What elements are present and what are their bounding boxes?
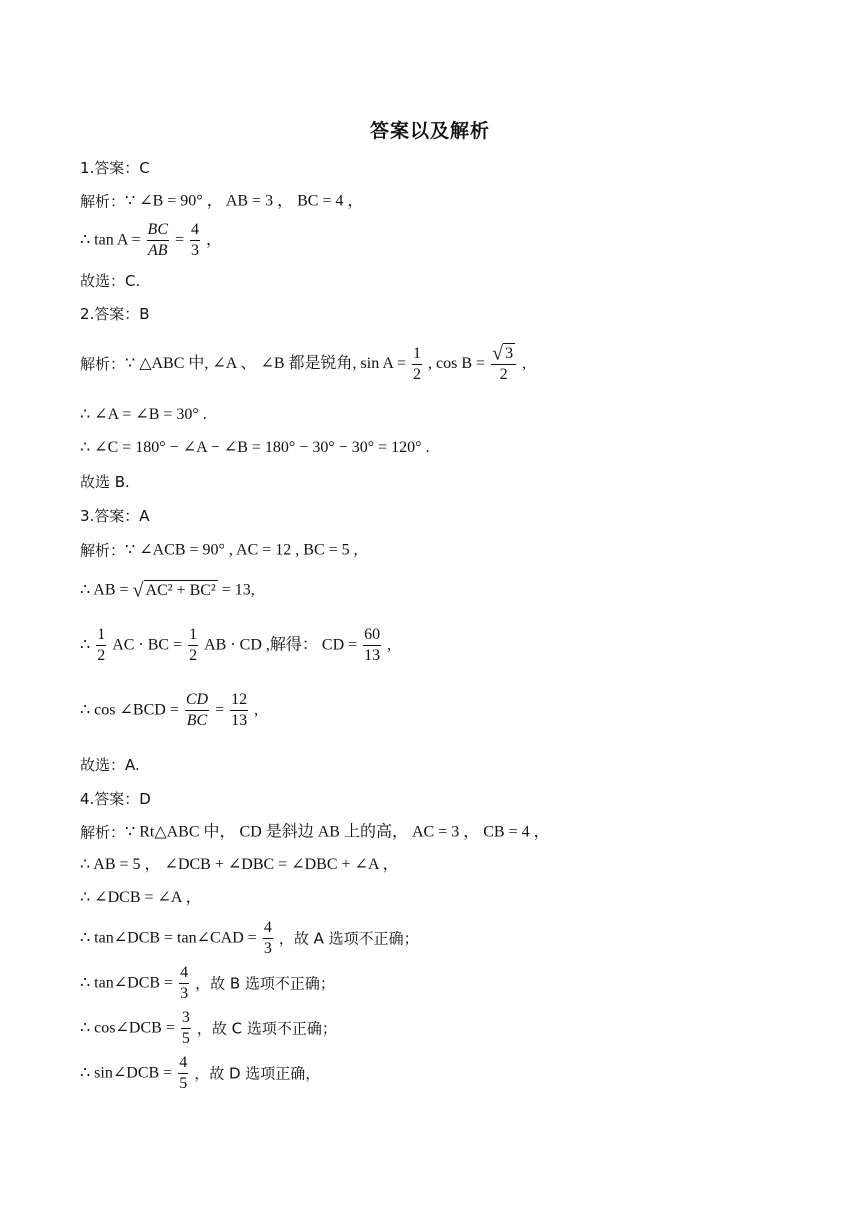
q4-line6: ∴ cos∠DCB = $\frac{3}{5}$ ，故 C 选项不正确； <box>80 1009 337 1047</box>
fraction: $\frac{BC}{AB}$ <box>147 221 168 259</box>
q2-conclusion: 故选 B. <box>80 473 130 491</box>
q4-line7: ∴ sin∠DCB = $\frac{4}{5}$ ，故 D 选项正确， <box>80 1054 321 1092</box>
sqrt: √ 3 <box>492 342 514 365</box>
q4-answer: 4.答案：D <box>80 790 151 808</box>
q2-line2: ∴ ∠A = ∠B = 30° . <box>80 406 207 423</box>
q4-line4: ∴ tan∠DCB = tan∠CAD = $\frac{4}{3}$ ，故 A 选项不正确； <box>80 919 419 957</box>
q4-line2: ∴ AB = 5 ， ∠DCB + ∠DBC = ∠DBC + ∠A ， <box>80 856 399 873</box>
fraction: $\frac{3}{5}$ <box>181 1009 190 1047</box>
q1-answer: 1.答案：C <box>80 159 150 177</box>
q2-answer: 2.答案：B <box>80 305 150 323</box>
q3-line1: 解析：∵ ∠ACB = 90° , AC = 12 , BC = 5 , <box>80 541 358 560</box>
q3-line4: ∴ cos ∠BCD = $\frac{CD}{BC}$ = $\frac{12}{13}$ , <box>80 691 259 729</box>
fraction: $\frac{1}{2}$ <box>189 626 198 664</box>
fraction: $\frac{4}{5}$ <box>179 1054 188 1092</box>
fraction: $\frac{1}{2}$ <box>413 344 422 383</box>
q3-answer: 3.答案：A <box>80 507 150 525</box>
q4-line5: ∴ tan∠DCB = $\frac{4}{3}$ ，故 B 选项不正确； <box>80 964 335 1002</box>
q3-conclusion: 故选：A. <box>80 756 140 774</box>
q1-conclusion: 故选：C. <box>80 272 141 290</box>
sqrt: √ AC² + BC² <box>132 579 216 602</box>
fraction: $\frac{4}{3}$ <box>263 919 272 957</box>
fraction: $\frac{12}{13}$ <box>231 691 248 729</box>
fraction: $\frac{√ 3}{2}$ <box>491 343 516 385</box>
q1-line1: 解析：∵ ∠B = 90° ， AB = 3 ， BC = 4 ， <box>80 192 364 211</box>
fraction: $\frac{60}{13}$ <box>364 626 381 664</box>
q4-line1: 解析：∵ Rt△ABC 中， CD 是斜边 AB 上的高， AC = 3 ， CB = 4 ， <box>80 823 550 842</box>
fraction: $\frac{1}{2}$ <box>97 626 106 664</box>
fraction: $\frac{4}{3}$ <box>191 221 200 259</box>
q3-line2: ∴ AB = √ AC² + BC² = 13, <box>80 579 255 602</box>
fraction: $\frac{CD}{BC}$ <box>185 691 209 729</box>
q3-line3: ∴ $\frac{1}{2}$ AC · BC = $\frac{1}{2}$ AB · CD ,解得： CD = $\frac{60}{13}$ , <box>80 626 392 664</box>
page-title: 答案以及解析 <box>369 120 490 142</box>
q2-line3: ∴ ∠C = 180° − ∠A − ∠B = 180° − 30° − 30° = 120° . <box>80 439 430 456</box>
fraction: $\frac{4}{3}$ <box>180 964 189 1002</box>
q1-line2: ∴ tan A = $\frac{BC}{AB}$ = $\frac{4}{3}$ ， <box>80 221 223 259</box>
q2-line1: 解析：∵ △ABC 中, ∠A 、 ∠B 都是锐角, sin A = $\frac{1}{2}$ , cos B = $\frac{√ 3}{2}$ , <box>80 342 527 383</box>
q4-line3: ∴ ∠DCB = ∠A ， <box>80 889 202 906</box>
